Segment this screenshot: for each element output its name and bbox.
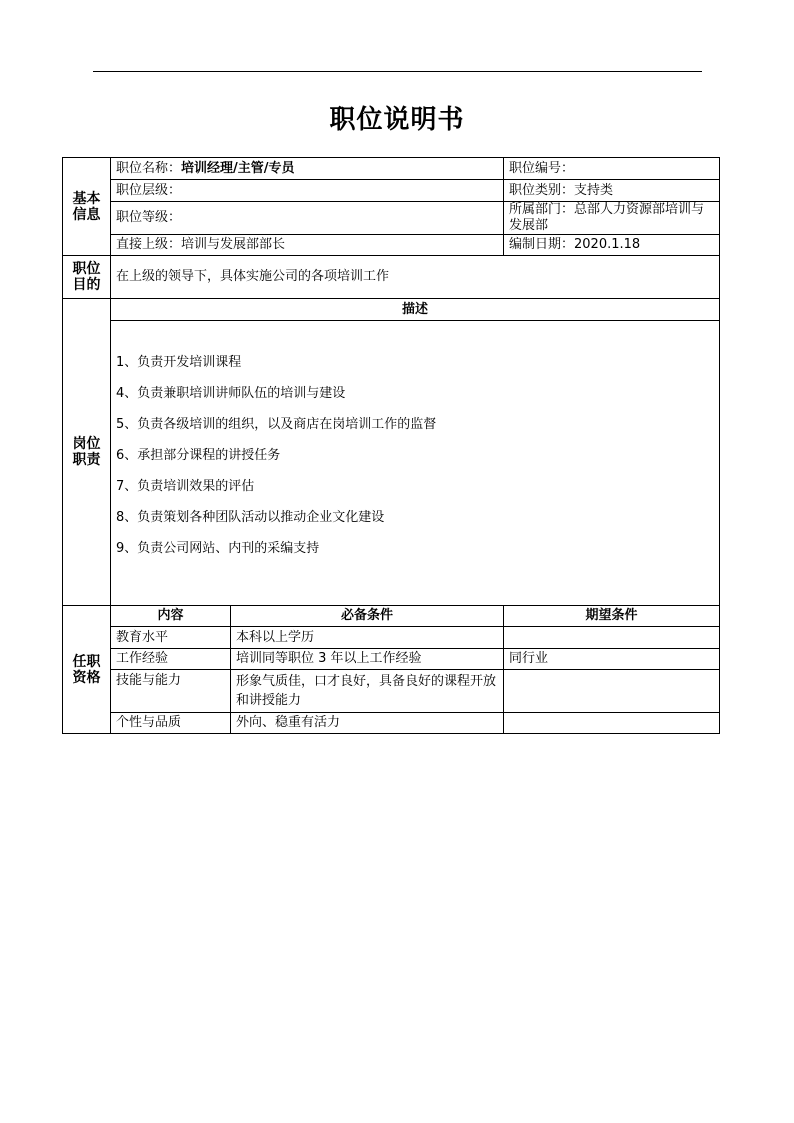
position-category-cell — [504, 180, 720, 202]
department-value: 总部人力资源部培训与发展部 — [509, 202, 705, 233]
purpose-label-line-1: 职位 — [72, 261, 101, 277]
position-category-label: 职位类别： — [509, 182, 575, 198]
duty-item: 9、负责公司网站、内刊的采编支持 — [116, 540, 320, 556]
qual-required: 本科以上学历 — [231, 627, 504, 649]
table-row — [63, 713, 720, 734]
duties-list — [111, 321, 720, 606]
compile-date-cell — [504, 235, 720, 256]
job-description-table — [62, 157, 720, 734]
qual-required: 培训同等职位 3 年以上工作经验 — [231, 649, 504, 670]
supervisor-cell — [111, 235, 504, 256]
table-row — [63, 627, 720, 649]
duty-item: 7、负责培训效果的评估 — [116, 478, 255, 494]
position-level-cell — [111, 180, 504, 202]
qual-desired — [504, 670, 720, 713]
supervisor-label: 直接上级： — [116, 237, 182, 252]
qual-desired: 同行业 — [504, 649, 720, 670]
header-rule — [93, 71, 702, 72]
qual-header-required: 必备条件 — [231, 606, 504, 627]
duty-item: 6、承担部分课程的讲授任务 — [116, 447, 281, 463]
basic-row-4 — [63, 235, 720, 256]
duty-item: 8、负责策划各种团队活动以推动企业文化建设 — [116, 509, 385, 525]
duties-label-line-1: 岗位 — [72, 436, 101, 452]
basic-row-3 — [63, 202, 720, 235]
duty-item: 4、负责兼职培训讲师队伍的培训与建设 — [116, 385, 346, 401]
position-code-cell — [504, 158, 720, 180]
qual-item: 工作经验 — [111, 649, 231, 670]
compile-date-label: 编制日期： — [509, 237, 575, 252]
purpose-label-line-2: 目的 — [72, 277, 101, 293]
basic-section-label — [63, 158, 111, 256]
duties-label-line-2: 职责 — [72, 452, 101, 468]
qual-header-desired: 期望条件 — [504, 606, 720, 627]
duties-header: 描述 — [111, 299, 720, 321]
qual-desired — [504, 713, 720, 734]
table-row — [63, 670, 720, 713]
qualifications-header-row — [63, 606, 720, 627]
qual-desired — [504, 627, 720, 649]
qual-required: 外向、稳重有活力 — [231, 713, 504, 734]
purpose-text: 在上级的领导下，具体实施公司的各项培训工作 — [111, 256, 720, 299]
department-label: 所属部门： — [509, 202, 575, 217]
qual-label-line-2: 资格 — [72, 669, 101, 686]
qual-required: 形象气质佳，口才良好，具备良好的课程开放和讲授能力 — [231, 670, 504, 713]
basic-label-line-2: 信息 — [72, 206, 101, 223]
position-name-value: 培训经理/主管/专员 — [181, 160, 295, 176]
compile-date-value: 2020.1.18 — [574, 237, 641, 252]
position-grade-label: 职位等级： — [116, 210, 182, 225]
supervisor-value: 培训与发展部部长 — [181, 237, 286, 252]
qual-header-item: 内容 — [111, 606, 231, 627]
qual-label-line-1: 任职 — [72, 653, 101, 670]
position-category-value: 支持类 — [574, 182, 614, 198]
qual-item: 教育水平 — [111, 627, 231, 649]
qual-item: 技能与能力 — [111, 670, 231, 713]
position-level-label: 职位层级： — [116, 182, 182, 198]
duties-body-row — [63, 321, 720, 606]
position-code-label: 职位编号： — [509, 160, 575, 176]
purpose-section-label — [63, 256, 111, 299]
qual-item: 个性与品质 — [111, 713, 231, 734]
page-title: 职位说明书 — [329, 105, 465, 135]
position-name-cell — [111, 158, 504, 180]
duty-item: 1、负责开发培训课程 — [116, 354, 242, 370]
table-row — [63, 649, 720, 670]
basic-row-1 — [63, 158, 720, 180]
duties-header-row — [63, 299, 720, 321]
duties-section-label — [63, 299, 111, 606]
position-name-label: 职位名称： — [116, 160, 182, 176]
purpose-row — [63, 256, 720, 299]
qualifications-section-label — [63, 606, 111, 734]
duty-item: 5、负责各级培训的组织，以及商店在岗培训工作的监督 — [116, 416, 437, 432]
position-grade-cell — [111, 202, 504, 235]
basic-row-2 — [63, 180, 720, 202]
department-cell — [504, 202, 720, 235]
basic-label-line-1: 基本 — [72, 190, 101, 207]
